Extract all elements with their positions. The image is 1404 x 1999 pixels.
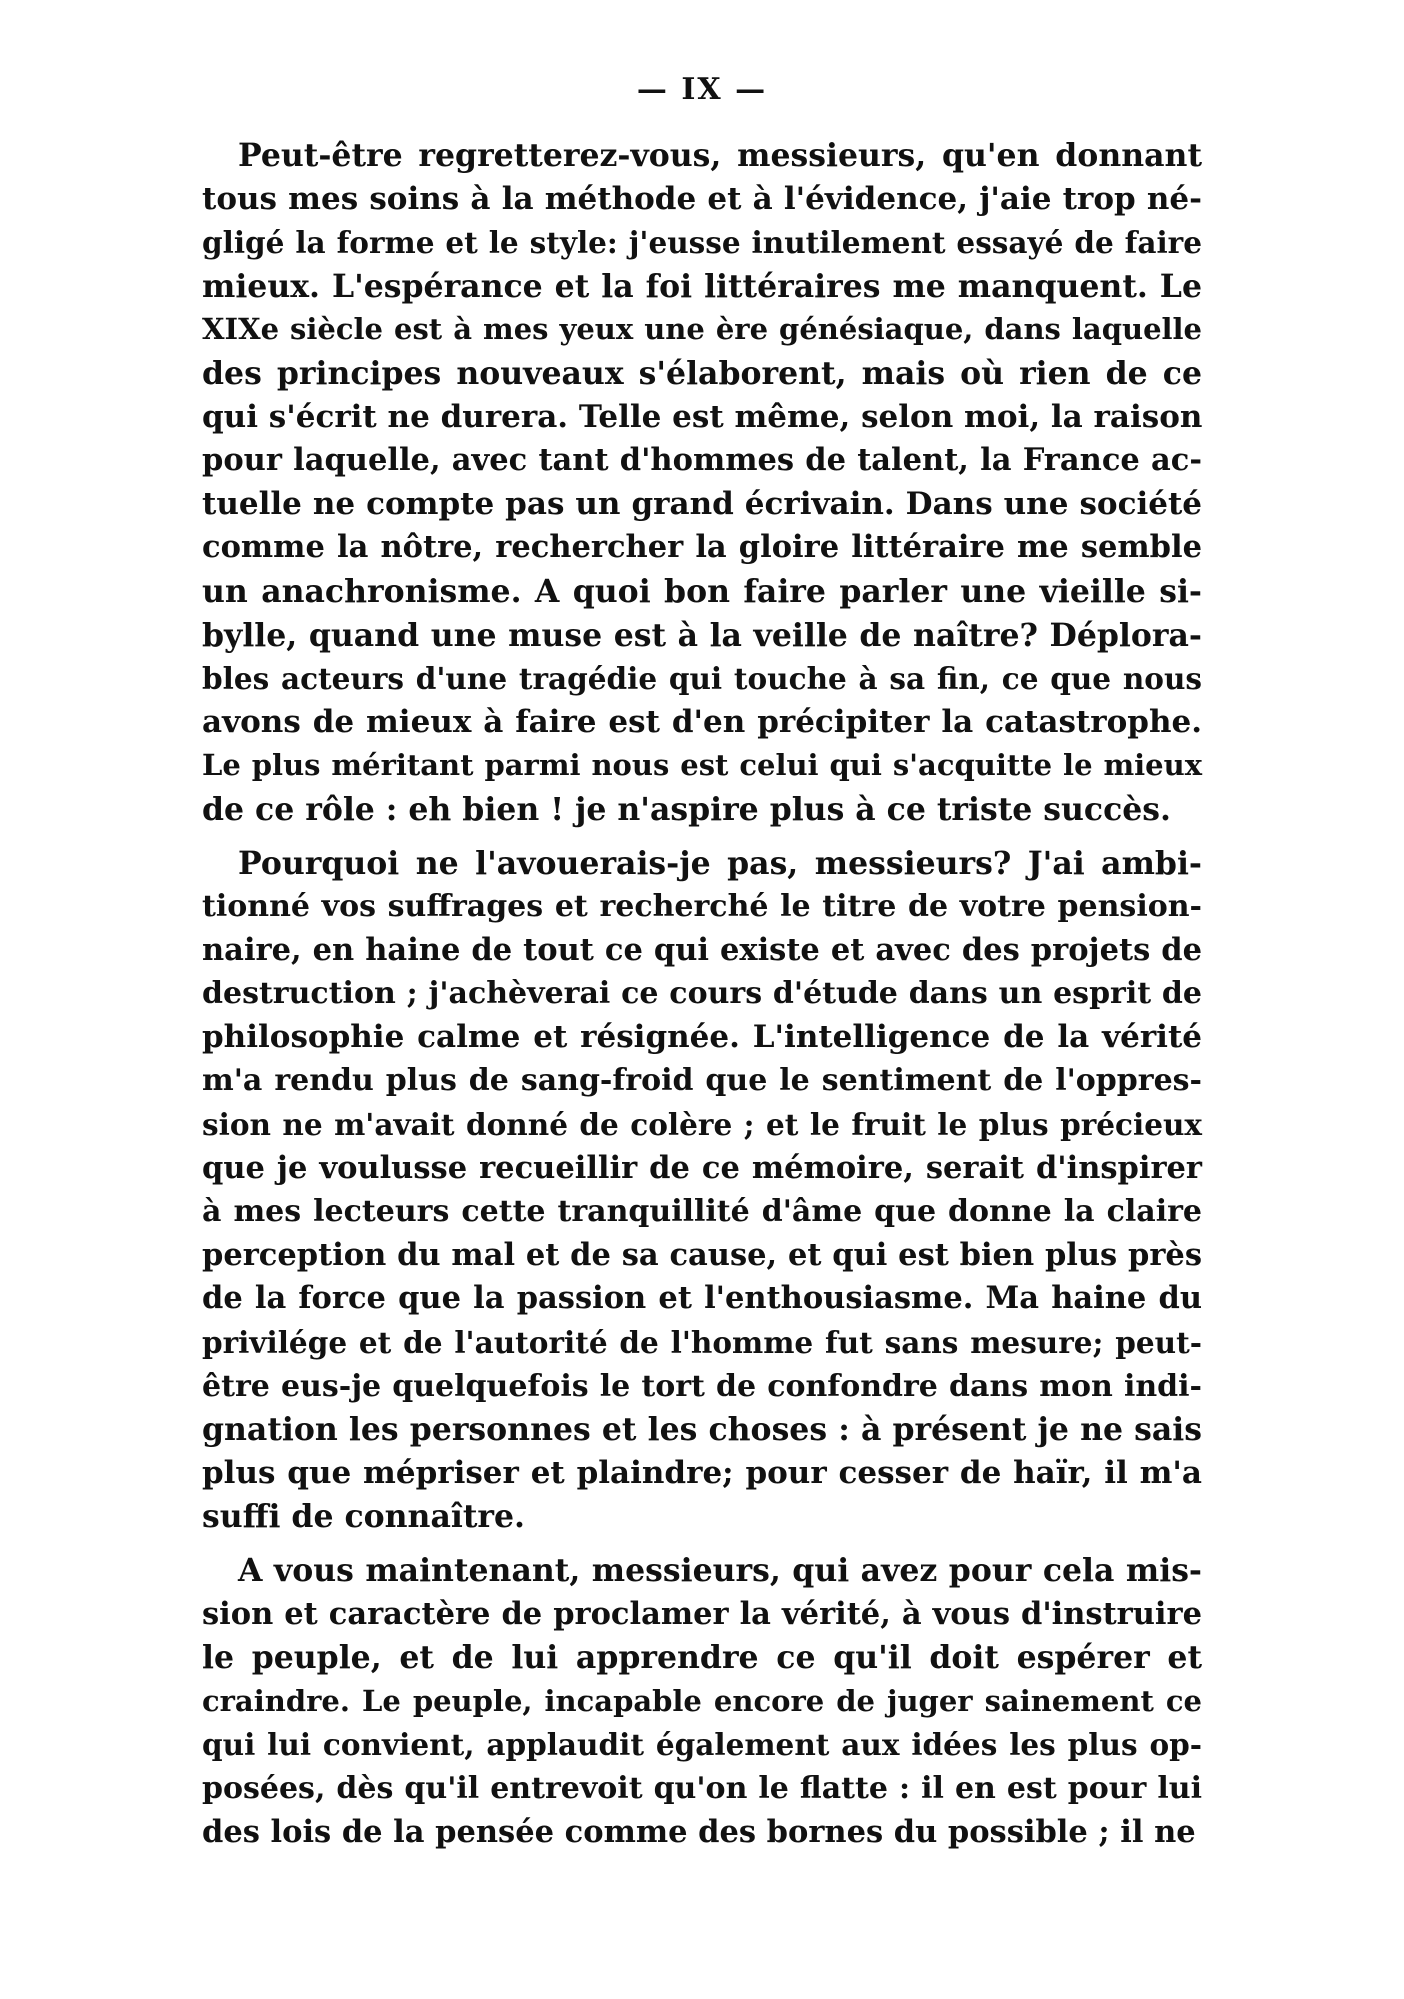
text-line: m'a rendu plus de sang-froid que le sentiment de l'oppres- xyxy=(202,1063,1202,1099)
text-line: craindre. Le peuple, incapable encore de juger sainement ce xyxy=(202,1683,1202,1718)
text-line: XIXe siècle est à mes yeux une ère génésiaque, dans laquelle xyxy=(202,312,1202,347)
text-line: Peut-être regretterez-vous, messieurs, qu'en donnant xyxy=(238,137,1202,174)
paragraph-gap xyxy=(202,1539,1202,1549)
text-line: avons de mieux à faire est d'en précipiter la catastrophe. xyxy=(202,703,1202,740)
text-line: tous mes soins à la méthode et à l'évidence, j'aie trop né- xyxy=(202,180,1202,217)
text-line: pour laquelle, avec tant d'hommes de talent, la France ac- xyxy=(202,442,1202,479)
text-line: privilége et de l'autorité de l'homme fut sans mesure; peut- xyxy=(202,1325,1202,1361)
text-line: perception du mal et de sa cause, et qui est bien plus près xyxy=(202,1236,1202,1273)
text-line: que je voulusse recueillir de ce mémoire, serait d'inspirer xyxy=(202,1149,1202,1186)
text-line: comme la nôtre, rechercher la gloire littéraire me semble xyxy=(202,529,1202,566)
text-line: de ce rôle : eh bien ! je n'aspire plus à ce triste succès. xyxy=(202,790,1171,828)
text-line: philosophie calme et résignée. L'intelligence de la vérité xyxy=(202,1018,1202,1055)
paragraph xyxy=(202,134,1202,832)
text-line: qui s'écrit ne durera. Telle est même, selon moi, la raison xyxy=(202,398,1203,435)
paragraph-gap xyxy=(202,832,1202,842)
page-number: — IX — xyxy=(636,72,768,107)
text-line: sion et caractère de proclamer la vérité, à vous d'instruire xyxy=(202,1595,1202,1632)
text-line: bles acteurs d'une tragédie qui touche à sa fin, ce que nous xyxy=(202,661,1202,697)
text-line: suffi de connaître. xyxy=(202,1498,525,1536)
text-line: Pourquoi ne l'avouerais-je pas, messieurs? J'ai ambi- xyxy=(238,844,1202,882)
text-line: Le plus méritant parmi nous est celui qui s'acquitte le mieux xyxy=(202,748,1202,783)
body-text xyxy=(202,134,1202,1854)
text-line: des principes nouveaux s'élaborent, mais où rien de ce xyxy=(202,354,1202,392)
paragraph xyxy=(202,1549,1202,1854)
text-line: bylle, quand une muse est à la veille de naître? Déplora- xyxy=(202,616,1202,654)
text-line: naire, en haine de tout ce qui existe et avec des projets de xyxy=(202,931,1202,968)
text-line: posées, dès qu'il entrevoit qu'on le flatte : il en est pour lui xyxy=(202,1770,1202,1806)
paragraph xyxy=(202,842,1202,1540)
text-line: gnation les personnes et les choses : à présent je ne sais xyxy=(202,1411,1202,1449)
text-line: mieux. L'espérance et la foi littéraires me manquent. Le xyxy=(202,267,1202,305)
text-line: destruction ; j'achèverai ce cours d'étude dans un esprit de xyxy=(202,976,1202,1012)
text-line: à mes lecteurs cette tranquillité d'âme que donne la claire xyxy=(202,1194,1202,1230)
text-line: de la force que la passion et l'enthousiasme. Ma haine du xyxy=(202,1280,1202,1317)
text-line: des lois de la pensée comme des bornes du possible ; il ne xyxy=(202,1813,1196,1850)
text-line: le peuple, et de lui apprendre ce qu'il doit espérer et xyxy=(202,1639,1202,1677)
text-line: un anachronisme. A quoi bon faire parler une vieille si- xyxy=(202,572,1202,610)
text-line: tuelle ne compte pas un grand écrivain. Dans une société xyxy=(202,485,1202,522)
text-line: A vous maintenant, messieurs, qui avez pour cela mis- xyxy=(238,1552,1202,1589)
text-line: sion ne m'avait donné de colère ; et le fruit le plus précieux xyxy=(202,1107,1202,1143)
text-line: gligé la forme et le style: j'eusse inutilement essayé de faire xyxy=(202,225,1202,261)
text-line: tionné vos suffrages et recherché le titre de votre pension- xyxy=(202,889,1202,925)
text-line: plus que mépriser et plaindre; pour cesser de haïr, il m'a xyxy=(202,1454,1202,1491)
text-line: qui lui convient, applaudit également aux idées les plus op- xyxy=(202,1727,1202,1763)
text-line: être eus-je quelquefois le tort de confondre dans mon indi- xyxy=(202,1368,1202,1404)
